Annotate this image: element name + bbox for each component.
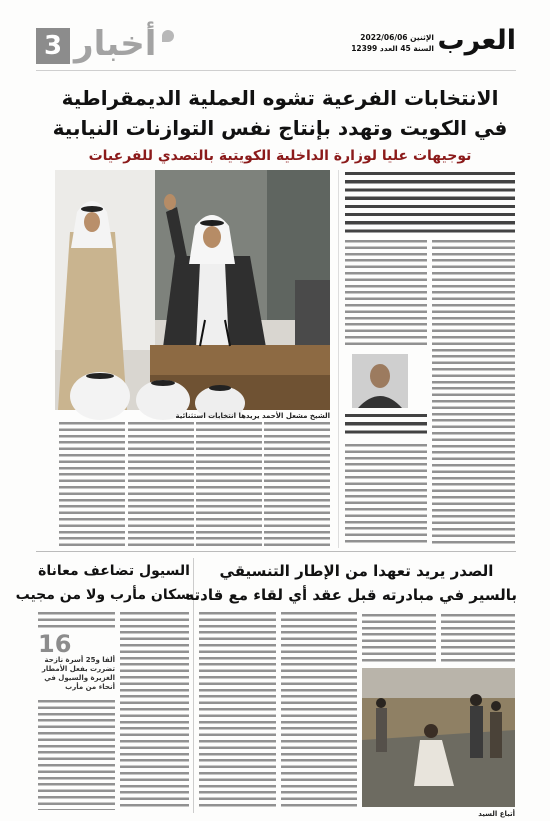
- body-text-column: [199, 612, 276, 810]
- highlight-box: [38, 632, 115, 696]
- body-text-column: [362, 614, 436, 664]
- page-number: 3: [36, 28, 70, 64]
- body-text-column: [196, 422, 262, 546]
- newspaper-logo: العرب: [437, 25, 516, 56]
- body-text-column: [345, 240, 427, 348]
- author-photo: [352, 354, 408, 408]
- body-text-column: [120, 612, 189, 810]
- body-text-column: [128, 422, 194, 546]
- lead-headline-line-2: في الكويت وتهدد بإنتاج نفس التوازنات النيابية: [52, 116, 508, 140]
- section-title: أخبار: [74, 24, 157, 64]
- second-headline-line-1: الصدر يريد تعهدا من الإطار التنسيقي: [219, 562, 494, 580]
- body-text-column: [281, 612, 357, 810]
- highlight-number: 16: [38, 630, 72, 658]
- side-headline-line-1: السيول تضاعف معاناة: [38, 563, 190, 579]
- issue-number: السنة 45 العدد 12399: [351, 44, 434, 53]
- body-text-column: [345, 444, 427, 546]
- side-headline-line-2: سكان مأرب ولا من مجيب: [15, 587, 190, 603]
- second-photo-caption: أتباع السيد: [478, 810, 515, 818]
- section-divider: [36, 551, 516, 552]
- body-text-column: [264, 422, 330, 546]
- body-text-column: [441, 614, 515, 664]
- section-ornament-icon: [162, 30, 174, 42]
- column-divider: [338, 170, 339, 548]
- body-text-column: [59, 422, 125, 546]
- highlight-text: ألفا و25 أسرة نازحة تضررت بفعل الأمطار الغزيرة والسيول في أنحاء من مأرب: [41, 656, 115, 691]
- lead-photo: [55, 170, 330, 410]
- body-text-column: [432, 240, 515, 546]
- second-headline-line-2: بالسير في مبادرته قبل عقد أي لقاء مع قادته: [185, 586, 517, 604]
- body-text-column: [38, 612, 115, 628]
- author-caption: [345, 414, 427, 436]
- lead-subheadline: توجيهات عليا لوزارة الداخلية الكويتية بالتصدي للفرعيات: [88, 148, 472, 164]
- lead-photo-caption: الشيخ مشعل الأحمد يريدها انتخابات استثنائية: [175, 412, 330, 420]
- lead-intro-text: [345, 172, 515, 234]
- issue-date: الإثنين 2022/06/06: [360, 33, 434, 42]
- body-text-column: [38, 700, 115, 810]
- lead-headline-line-1: الانتخابات الفرعية تشوه العملية الديمقراطية: [61, 86, 499, 110]
- header-divider: [36, 70, 516, 71]
- second-story-photo: [362, 668, 515, 807]
